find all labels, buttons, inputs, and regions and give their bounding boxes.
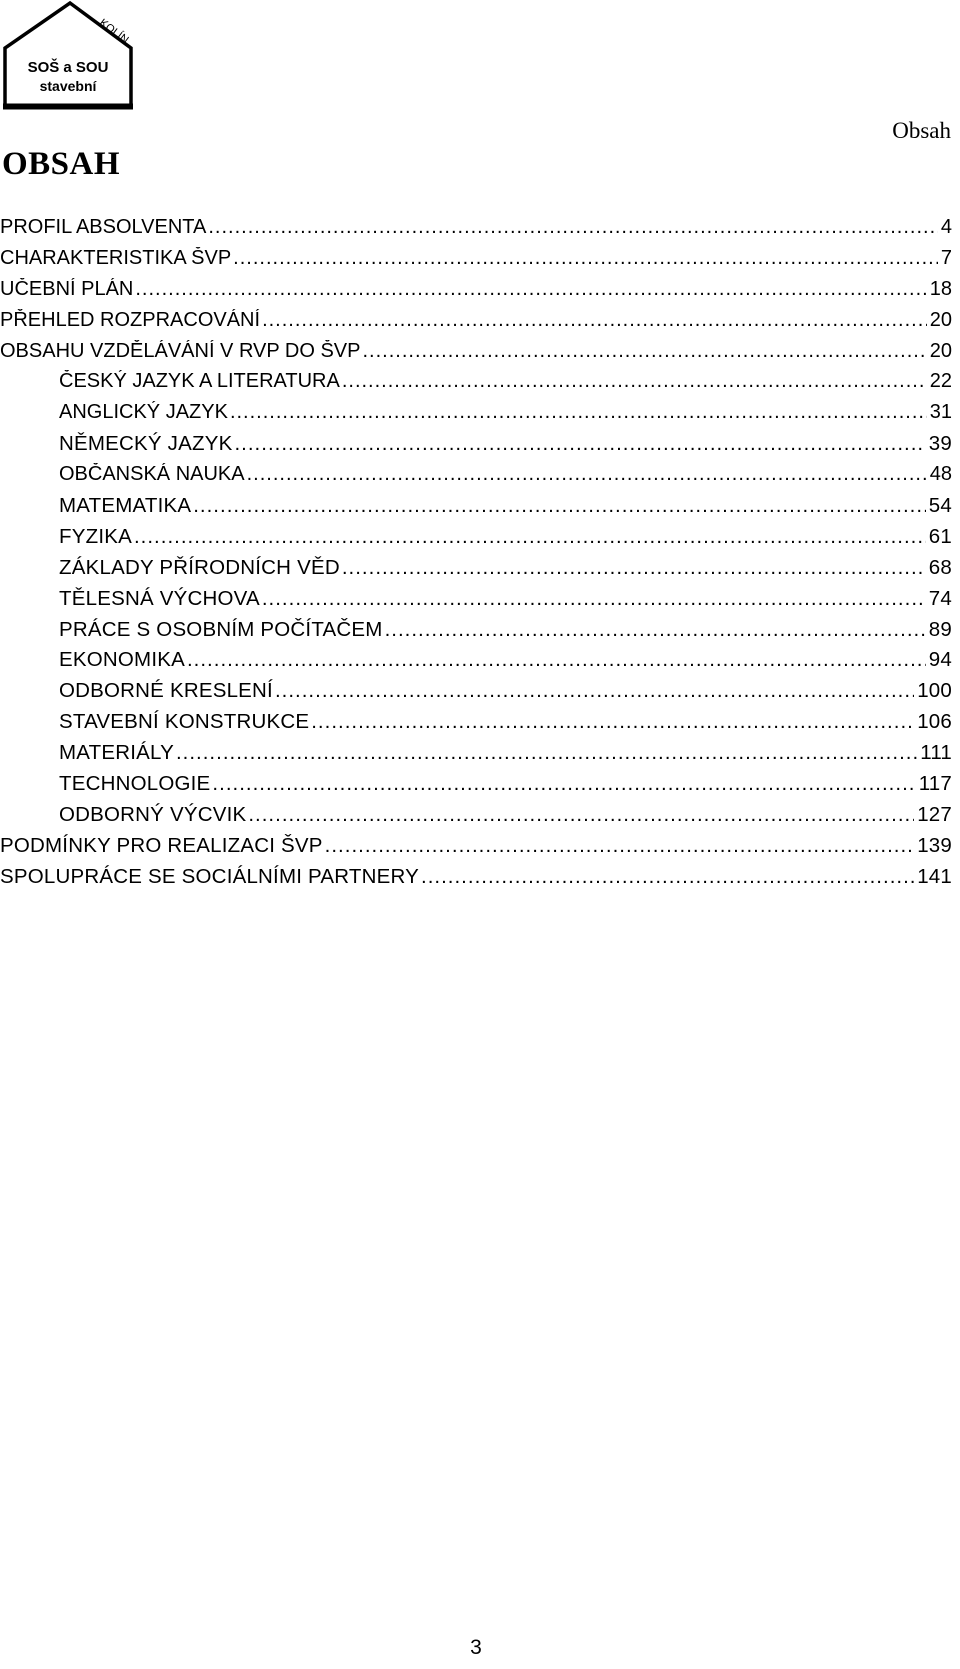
toc-entry-title: ANGLICKÝ JAZYK <box>59 401 228 424</box>
toc-entry[interactable] <box>0 278 952 309</box>
toc-entry-title: STAVEBNÍ KONSTRUKCE <box>59 710 310 734</box>
toc-dot-leader <box>421 865 914 889</box>
logo-town-text: KOLÍN <box>97 16 131 47</box>
toc-subentry[interactable] <box>0 618 952 649</box>
toc-dot-leader <box>275 679 914 703</box>
toc-entry-title: PRÁCE S OSOBNÍM POČÍTAČEM <box>59 617 383 641</box>
toc-entry-title: ODBORNÝ VÝCVIK <box>59 802 247 826</box>
toc-entry-page: 106 <box>917 710 952 734</box>
toc-dot-leader <box>262 587 926 611</box>
toc-dot-leader <box>230 401 927 424</box>
toc-entry-title: TECHNOLOGIE <box>59 772 211 796</box>
toc-entry-page: 54 <box>928 494 952 518</box>
toc-dot-leader <box>247 463 927 486</box>
toc-entry-title: CHARAKTERISTIKA ŠVP <box>0 246 232 269</box>
toc-subentry[interactable] <box>0 710 952 741</box>
toc-subentry[interactable] <box>0 494 952 525</box>
toc-dot-leader <box>248 803 914 827</box>
toc-dot-leader <box>234 432 925 456</box>
toc-entry-page: 89 <box>928 617 952 641</box>
toc-entry-page: 74 <box>928 586 952 610</box>
toc-dot-leader <box>208 216 938 239</box>
toc-dot-leader <box>193 494 926 518</box>
toc-entry-page: 127 <box>917 802 952 826</box>
toc-subentry[interactable] <box>0 648 952 679</box>
toc-entry-title: TĚLESNÁ VÝCHOVA <box>59 586 260 610</box>
page-title: OBSAH <box>2 146 121 182</box>
toc-entry-page: 68 <box>928 555 952 579</box>
toc-dot-leader <box>385 618 926 642</box>
toc-entry-page: 48 <box>929 463 952 486</box>
toc-entry-page: 18 <box>929 277 952 300</box>
toc-entry-title: UČEBNÍ PLÁN <box>0 277 134 300</box>
toc-entry-title: PROFIL ABSOLVENTA <box>0 216 207 238</box>
toc-dot-leader <box>262 309 927 332</box>
toc-dot-leader <box>176 741 917 765</box>
toc-entry[interactable] <box>0 865 952 896</box>
toc-dot-leader <box>363 340 927 363</box>
school-logo <box>0 0 136 114</box>
toc-subentry[interactable] <box>0 370 952 401</box>
toc-entry[interactable] <box>0 247 952 278</box>
toc-dot-leader <box>187 648 926 672</box>
toc-entry-page: 7 <box>940 246 952 269</box>
running-header: Obsah <box>892 118 951 143</box>
toc-entry-page: 61 <box>928 524 952 548</box>
toc-entry-title: PŘEHLED ROZPRACOVÁNÍ <box>0 308 261 331</box>
toc-entry-title: SPOLUPRÁCE SE SOCIÁLNÍMI PARTNERY <box>0 864 419 888</box>
logo-school-line2: stavební <box>39 78 97 94</box>
toc-entry-page: 22 <box>929 370 952 393</box>
toc-entry-title: ZÁKLADY PŘÍRODNÍCH VĚD <box>59 555 340 579</box>
toc-subentry[interactable] <box>0 432 952 463</box>
logo-school-line1: SOŠ a SOU <box>27 59 109 76</box>
toc-entry-title: MATERIÁLY <box>59 741 174 765</box>
toc-entry[interactable] <box>0 834 952 865</box>
toc-entry-page: 4 <box>940 216 952 238</box>
table-of-contents <box>0 216 952 896</box>
page-number: 3 <box>470 1636 482 1659</box>
toc-subentry[interactable] <box>0 463 952 494</box>
toc-subentry[interactable] <box>0 587 952 618</box>
toc-subentry[interactable] <box>0 803 952 834</box>
toc-entry-title: ČESKÝ JAZYK A LITERATURA <box>59 370 340 393</box>
toc-dot-leader <box>342 556 926 580</box>
toc-subentry[interactable] <box>0 772 952 803</box>
toc-entry-title: PODMÍNKY PRO REALIZACI ŠVP <box>0 833 323 857</box>
toc-dot-leader <box>342 370 927 393</box>
toc-entry[interactable] <box>0 309 952 340</box>
toc-subentry[interactable] <box>0 525 952 556</box>
toc-dot-leader <box>135 278 926 301</box>
toc-entry[interactable] <box>0 340 952 371</box>
toc-entry-page: 111 <box>920 741 952 765</box>
toc-subentry[interactable] <box>0 679 952 710</box>
toc-entry-page: 20 <box>929 308 952 331</box>
toc-dot-leader <box>325 834 915 858</box>
toc-entry-title: ODBORNÉ KRESLENÍ <box>59 679 273 703</box>
toc-entry-title: FYZIKA <box>59 524 132 548</box>
toc-entry-page: 20 <box>929 339 952 362</box>
toc-entry-title: OBČANSKÁ NAUKA <box>59 463 245 486</box>
toc-entry-page: 100 <box>917 679 952 703</box>
toc-entry-title: NĚMECKÝ JAZYK <box>59 432 233 456</box>
toc-dot-leader <box>233 247 938 270</box>
toc-entry-page: 94 <box>928 648 952 672</box>
toc-dot-leader <box>311 710 914 734</box>
toc-entry[interactable] <box>0 216 952 247</box>
toc-entry-title: OBSAHU VZDĚLÁVÁNÍ V RVP DO ŠVP <box>0 339 361 362</box>
toc-entry-title: MATEMATIKA <box>59 494 192 518</box>
toc-subentry[interactable] <box>0 401 952 432</box>
toc-entry-page: 39 <box>928 432 952 456</box>
toc-entry-page: 31 <box>929 401 952 424</box>
toc-subentry[interactable] <box>0 741 952 772</box>
toc-dot-leader <box>212 772 915 796</box>
toc-entry-title: EKONOMIKA <box>59 648 185 672</box>
toc-entry-page: 139 <box>917 833 952 857</box>
house-logo-icon <box>0 0 136 114</box>
toc-entry-page: 117 <box>918 772 952 796</box>
toc-entry-page: 141 <box>917 864 952 888</box>
toc-dot-leader <box>134 525 926 549</box>
toc-subentry[interactable] <box>0 556 952 587</box>
